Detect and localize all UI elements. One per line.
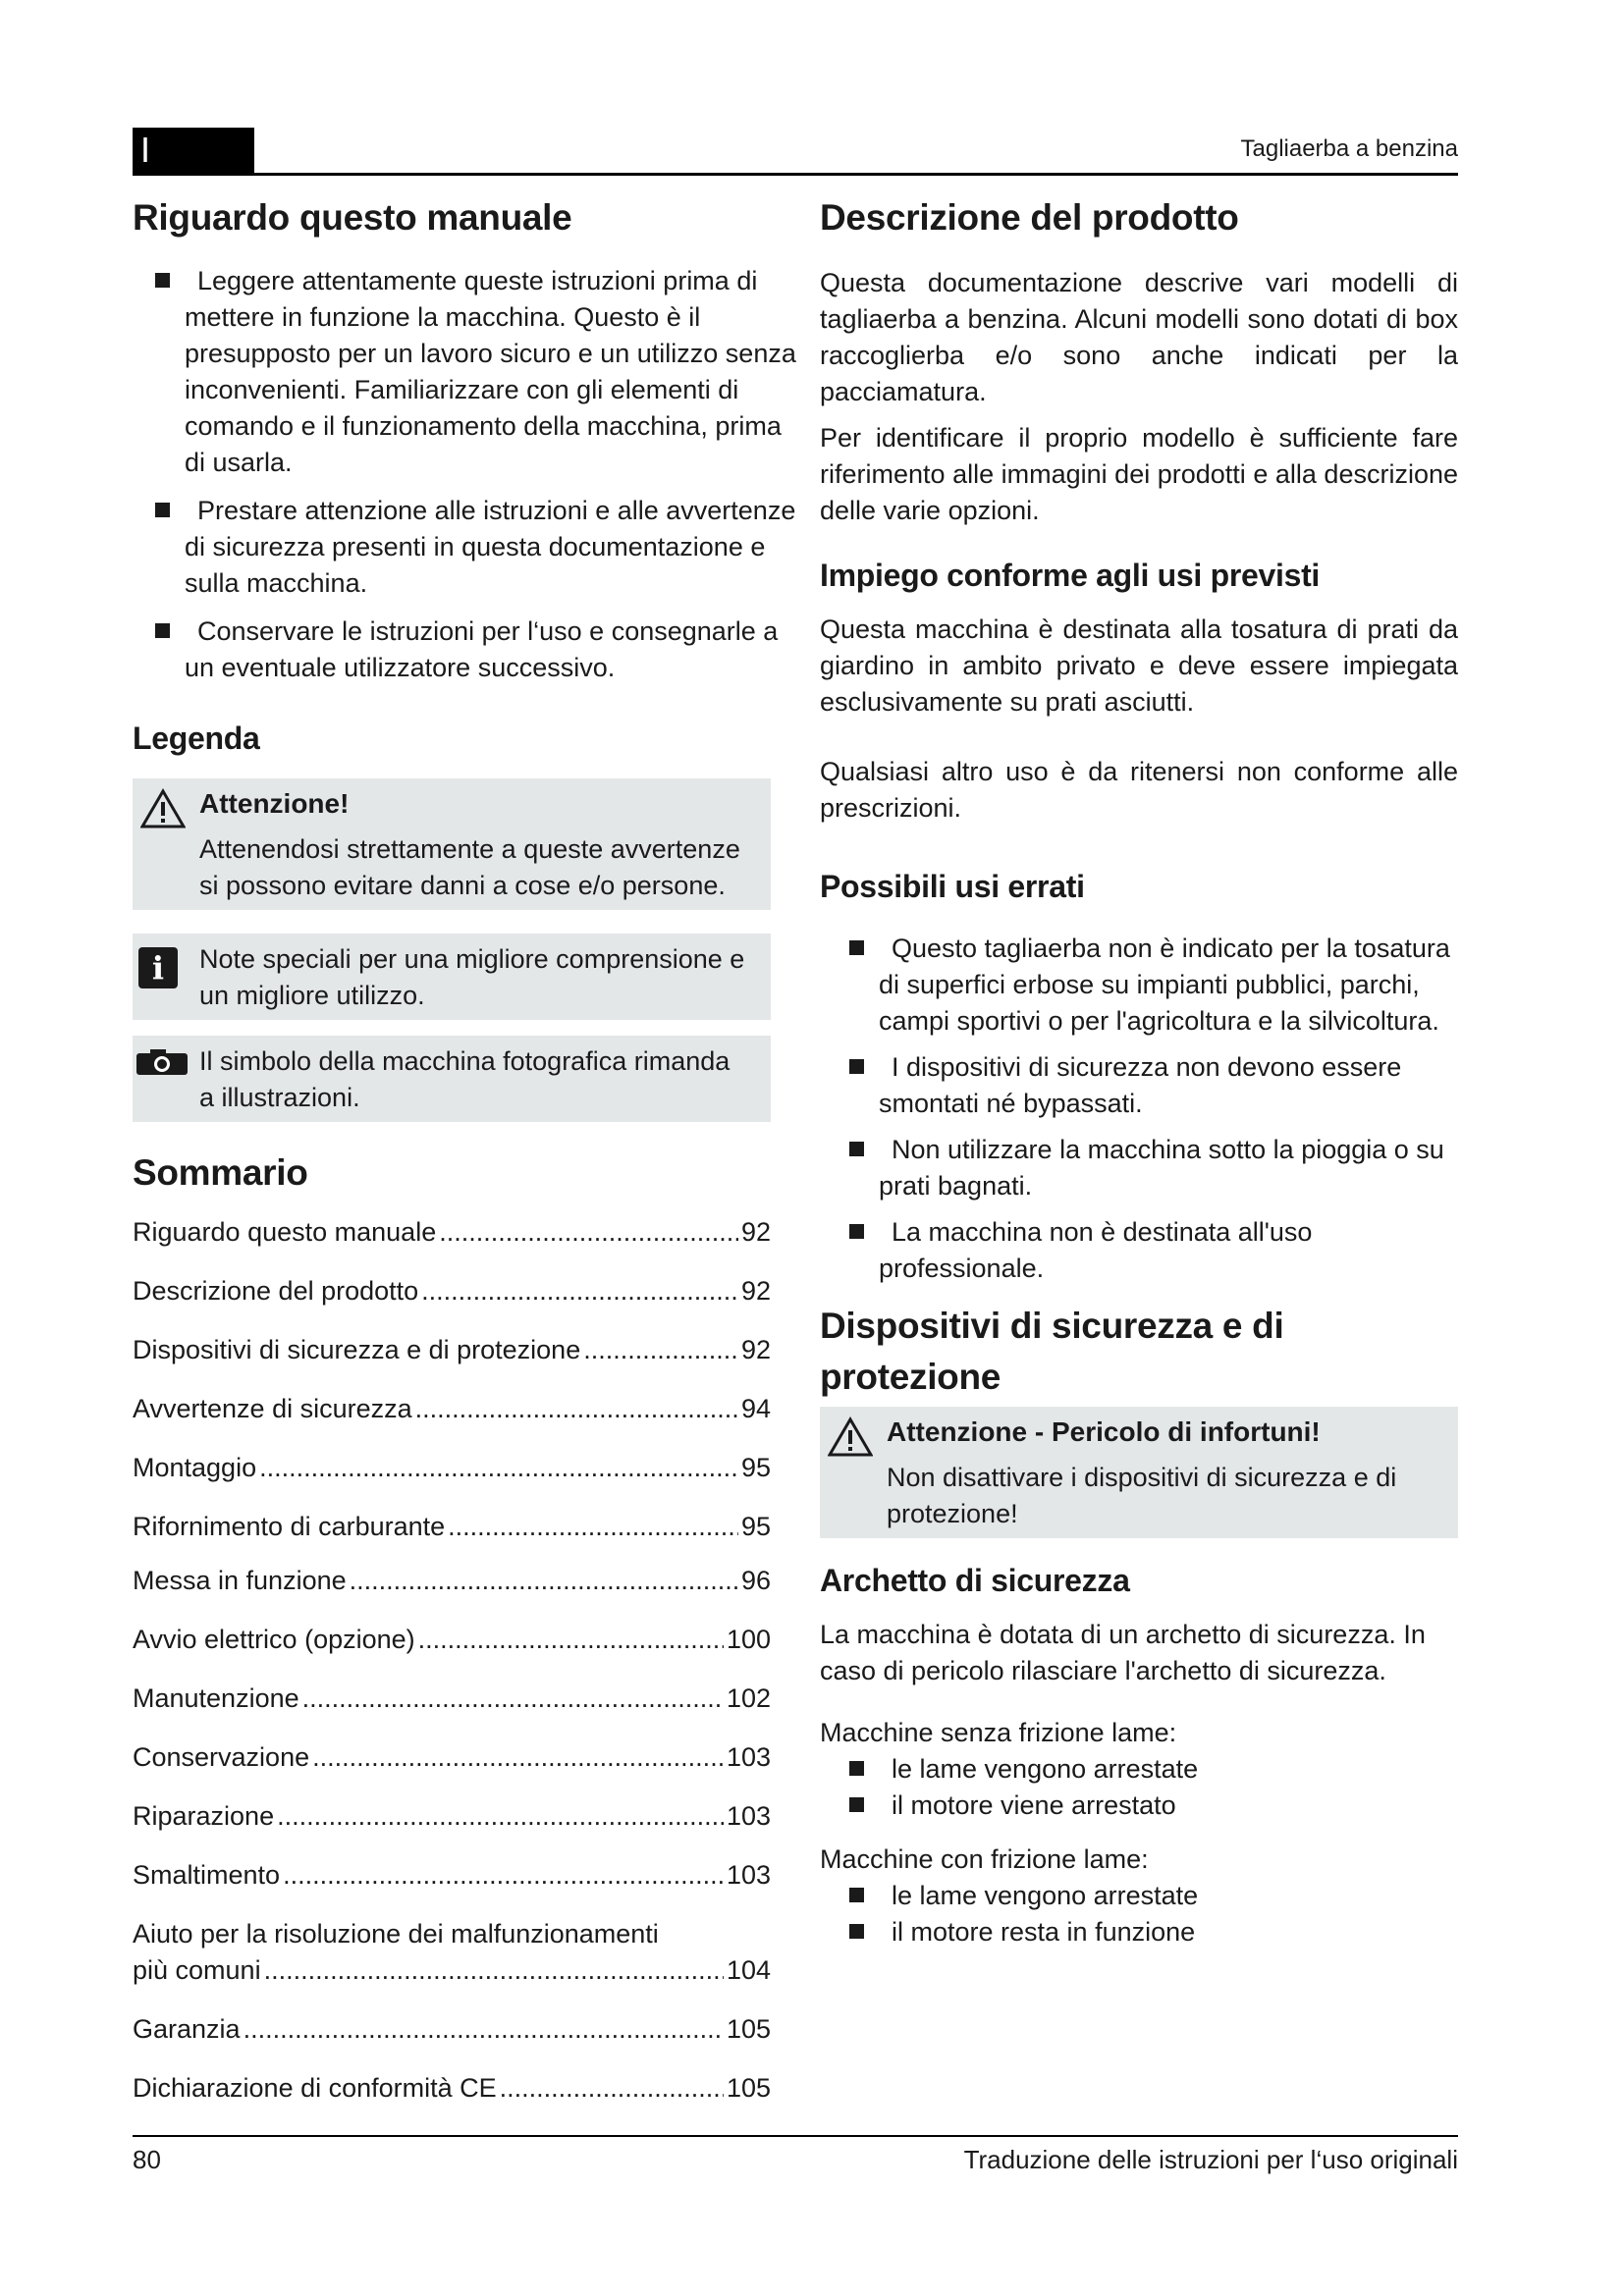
bail-heading: Archetto di sicurezza	[820, 1563, 1130, 1598]
bullet-square-icon	[155, 273, 170, 288]
legend-warning-box	[133, 778, 771, 910]
footer-text: Traduzione delle istruzioni per l‘uso originali	[963, 2145, 1458, 2174]
toc-entry[interactable]: Garanzia ..... 105	[133, 2011, 771, 2048]
legend-camera-box	[133, 1036, 771, 1122]
bail-group1-list	[820, 1751, 1458, 1824]
product-paragraph-1: Questa documentazione descrive vari modelli di tagliaerba a benzina. Alcuni modelli sono dotati di box raccoglierba e/o sono anche indicati per la pacciamatura.	[820, 268, 1458, 406]
toc-entry[interactable]: Riparazione ..... 103	[133, 1798, 771, 1835]
product-paragraph-2: Per identificare il proprio modello è sufficiente fare riferimento alle immagini dei prodotti e alla descrizione delle varie opzioni.	[820, 423, 1458, 525]
toc-entry[interactable]: Avvertenze di sicurezza ..... 94	[133, 1391, 771, 1427]
info-icon: i	[138, 947, 178, 988]
bullet-square-icon	[849, 1224, 864, 1239]
safety-warning-box	[820, 1407, 1458, 1538]
manual-bullets	[133, 263, 800, 686]
misuse-heading: Possibili usi errati	[820, 869, 1085, 904]
list-item: Non utilizzare la macchina sotto la pioggia o su prati bagnati.	[820, 1132, 1458, 1204]
toc-entry[interactable]: Conservazione ..... 103	[133, 1739, 771, 1776]
intended-use-paragraph-1: Questa macchina è destinata alla tosatura di prati da giardino in ambito privato e deve essere impiegata esclusivamente su prati asciutti.	[820, 614, 1458, 717]
toc-entry[interactable]: Descrizione del prodotto ..... 92	[133, 1273, 771, 1309]
intended-use-paragraph-2: Qualsiasi altro uso è da ritenersi non conforme alle prescrizioni.	[820, 757, 1458, 823]
bullet-square-icon	[155, 503, 170, 517]
bullet-square-icon	[849, 1924, 864, 1939]
left-column	[133, 192, 796, 2107]
bail-paragraph: La macchina è dotata di un archetto di sicurezza. In caso di pericolo rilasciare l'archetto di sicurezza.	[820, 1620, 1426, 1685]
table-of-contents	[133, 1214, 771, 2107]
toc-entry[interactable]: Rifornimento di carburante ..... 95	[133, 1509, 771, 1545]
legend-camera-text: Il simbolo della macchina fotografica rimanda a illustrazioni.	[199, 1046, 731, 1112]
list-item: il motore viene arrestato	[820, 1788, 1458, 1824]
list-item: le lame vengono arrestate	[820, 1751, 1458, 1788]
toc-entry[interactable]: Montaggio ..... 95	[133, 1450, 771, 1486]
list-item: le lame vengono arrestate	[820, 1878, 1458, 1914]
bullet-square-icon	[155, 623, 170, 638]
toc-entry-multiline-label: Aiuto per la risoluzione dei malfunzionamenti	[133, 1919, 659, 1949]
intended-use-heading: Impiego conforme agli usi previsti	[820, 558, 1321, 593]
running-header-title: Tagliaerba a benzina	[1240, 135, 1458, 162]
bail-group2-list	[820, 1878, 1458, 1950]
list-item: Leggere attentamente queste istruzioni prima di mettere in funzione la macchina. Questo è il presupposto per un lavoro sicuro e un utilizzo senza inconvenienti. Familiarizzare con gli elementi di comando e il funzionamento della macchina, prima di usarla.	[133, 263, 800, 481]
toc-entry[interactable]: più comuni ..... 104	[133, 1952, 771, 1989]
toc-entry[interactable]: Manutenzione ..... 102	[133, 1681, 771, 1717]
bullet-square-icon	[849, 1059, 864, 1074]
misuse-bullets	[820, 931, 1458, 1287]
safety-heading: Dispositivi di sicurezza e di protezione	[820, 1306, 1284, 1397]
legend-warning-text: Attenendosi strettamente a queste avvertenze si possono evitare danni a cose e/o persone.	[199, 834, 740, 900]
legend-info-text: Note speciali per una migliore comprensione e un migliore utilizzo.	[199, 944, 745, 1010]
bullet-square-icon	[849, 1797, 864, 1812]
list-item: La macchina non è destinata all'uso professionale.	[820, 1214, 1458, 1287]
toc-entry[interactable]: Riguardo questo manuale ..... 92	[133, 1214, 771, 1251]
toc-entry[interactable]: Smaltimento ..... 103	[133, 1857, 771, 1894]
toc-heading: Sommario	[133, 1152, 308, 1193]
right-column	[820, 192, 1458, 1950]
legend-info-box	[133, 934, 771, 1020]
bail-group2-title: Macchine con frizione lame:	[820, 1844, 1149, 1874]
warning-triangle-icon	[828, 1416, 873, 1458]
bail-group1-title: Macchine senza frizione lame:	[820, 1718, 1177, 1747]
toc-entry[interactable]: Dichiarazione di conformità CE ..... 105	[133, 2070, 771, 2107]
bullet-square-icon	[849, 1142, 864, 1156]
legend-heading: Legenda	[133, 721, 260, 756]
product-heading: Descrizione del prodotto	[820, 197, 1239, 238]
safety-warning-title: Attenzione - Pericolo di infortuni!	[887, 1416, 1321, 1447]
safety-warning-text: Non disattivare i dispositivi di sicurezza e di protezione!	[887, 1463, 1397, 1528]
toc-entry[interactable]: Messa in funzione ..... 96	[133, 1563, 771, 1599]
bullet-square-icon	[849, 1761, 864, 1776]
toc-entry[interactable]: Avvio elettrico (opzione) ..... 100	[133, 1622, 771, 1658]
list-item: I dispositivi di sicurezza non devono essere smontati né bypassati.	[820, 1049, 1458, 1122]
camera-icon	[135, 1047, 189, 1077]
bullet-square-icon	[849, 940, 864, 955]
warning-triangle-icon	[140, 788, 186, 829]
manual-heading: Riguardo questo manuale	[133, 197, 572, 238]
list-item: Prestare attenzione alle istruzioni e alle avvertenze di sicurezza presenti in questa documentazione e sulla macchina.	[133, 493, 800, 602]
toc-entry[interactable]: Dispositivi di sicurezza e di protezione ..... 92	[133, 1332, 771, 1368]
footer-rule	[133, 2135, 1458, 2137]
page-number: 80	[133, 2145, 161, 2174]
language-code: I	[140, 130, 151, 170]
list-item: Conservare le istruzioni per l‘uso e consegnarle a un eventuale utilizzatore successivo.	[133, 614, 800, 686]
bullet-square-icon	[849, 1888, 864, 1902]
language-tab	[133, 128, 254, 173]
list-item: il motore resta in funzione	[820, 1914, 1458, 1950]
legend-warning-title: Attenzione!	[199, 788, 350, 819]
header-rule	[133, 173, 1458, 176]
list-item: Questo tagliaerba non è indicato per la tosatura di superfici erbose su impianti pubblici, parchi, campi sportivi o per l'agricoltura e la silvicoltura.	[820, 931, 1458, 1040]
